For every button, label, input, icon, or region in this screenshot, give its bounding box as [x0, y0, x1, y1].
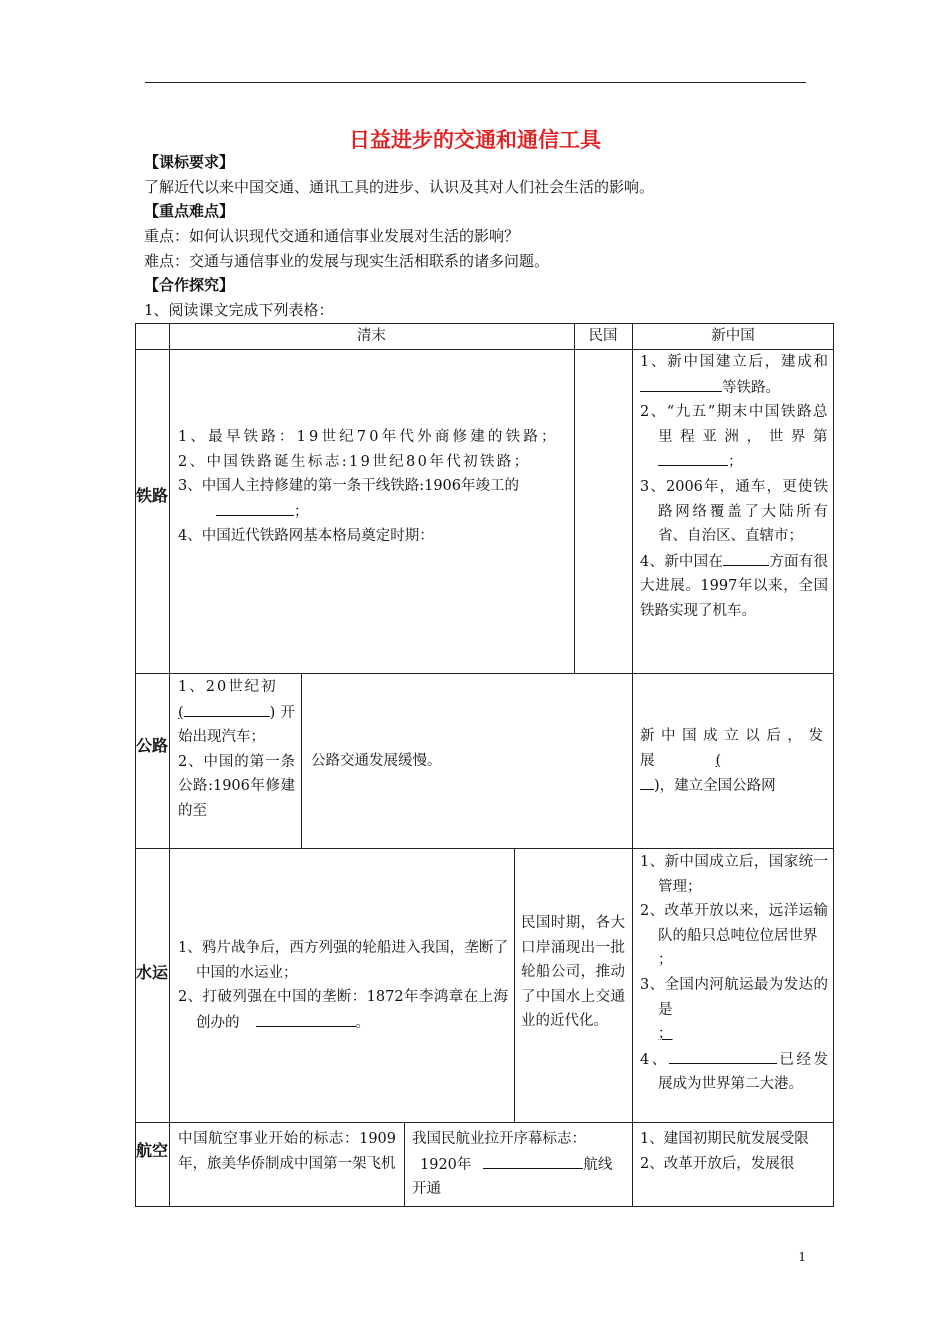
- rail-qingmo-item-3-end: ；: [294, 503, 309, 520]
- air-qingmo-cell: 中国航空事业开始的标志：1909年，旅美华侨制成中国第一架飞机: [178, 1131, 396, 1172]
- water-xinzhongguo-cell: [640, 850, 828, 1097]
- air-route-blank: [483, 1152, 583, 1169]
- water-company-blank: [256, 1010, 356, 1027]
- header-rule: [145, 82, 806, 83]
- road-xzg-paren-open: (: [715, 752, 722, 769]
- water-xzg-item-2: [640, 899, 828, 973]
- table-border-right: [833, 323, 834, 1206]
- road-first-car-blank: [184, 700, 270, 717]
- rail-xzg-item-2-text: 2、“九五”期末中国铁路总里程亚洲，世界第: [640, 404, 828, 445]
- water-qingmo-item-2: [178, 985, 508, 1035]
- road-qingmo-item-1-text: 1、20世纪初: [178, 679, 278, 695]
- page-title: 日益进步的交通和通信工具: [349, 128, 601, 152]
- rail-xzg-item-4: [640, 549, 828, 624]
- road-qingmo-item-1: [178, 675, 295, 750]
- road-qingmo-paren-open: (: [178, 704, 184, 721]
- rail-trunkline-blank: [216, 499, 294, 516]
- road-col-divider: [301, 673, 302, 848]
- curriculum-heading: 【课标要求】: [144, 153, 235, 171]
- water-xzg-item-3: [640, 973, 828, 1047]
- header-minguo: 民国: [588, 328, 618, 344]
- header-xinzhongguo: 新中国: [711, 328, 755, 344]
- key-point-text: 重点：如何认识现代交通和通信事业发展对生活的影响？: [144, 227, 520, 245]
- rail-xzg-item-1: [640, 350, 828, 400]
- water-xzg-item-4-end: 已经发展成为世界第二大港。: [658, 1051, 829, 1093]
- rail-qingmo-cell: [178, 425, 568, 549]
- transport-table: [135, 323, 834, 1206]
- page-number: 1: [798, 1250, 806, 1264]
- water-port-blank: [669, 1047, 777, 1064]
- road-xinzhongguo-cell: [640, 724, 828, 799]
- air-minguo-text: 我国民航业拉开序幕标志：: [412, 1131, 586, 1147]
- curriculum-text: 了解近代以来中国交通、通讯工具的进步、认识及其对人们社会生活的影响。: [144, 178, 655, 196]
- air-minguo-year: 1920年: [420, 1156, 472, 1173]
- category-column-divider: [169, 323, 170, 1206]
- rail-xzg-item-1-end: 等铁路。: [722, 379, 780, 396]
- air-col-divider: [404, 1122, 405, 1206]
- header-qingmo: 清末: [357, 328, 386, 344]
- rail-xinzhongguo-cell: [640, 350, 828, 624]
- air-label: 航空: [135, 1141, 168, 1160]
- rail-row-divider: [135, 673, 834, 674]
- road-label: 公路: [135, 736, 168, 755]
- water-xzg-item-4: [640, 1047, 828, 1097]
- water-xzg-item-4-text: 4、: [640, 1051, 669, 1068]
- road-qingmo-item-2: 2、中国的第一条公路:1906年修建的至: [178, 753, 295, 819]
- road-minguo-cell: 公路交通发展缓慢。: [311, 753, 442, 769]
- key-difficulty-heading: 【重点难点】: [144, 202, 235, 220]
- water-xzg-item-3-end: ；: [658, 1026, 673, 1043]
- water-xzg-item-2-text: 2、改革开放以来，远洋运输队的船只总吨位位居世界: [640, 903, 828, 944]
- road-qingmo-item-1-end: )开始出现汽车；: [178, 704, 295, 746]
- air-xzg-item-2: 2、改革开放后，发展很: [640, 1155, 795, 1172]
- rail-xzg-blank-2: [658, 449, 728, 466]
- rail-xzg-item-3: 3、2006年，通车，更使铁路网络覆盖了大陆所有省、自治区、直辖市；: [640, 478, 828, 545]
- rail-qingmo-item-3: [178, 474, 568, 524]
- air-minguo-cell: [412, 1127, 626, 1202]
- table-border-bottom: [135, 1206, 834, 1207]
- water-minguo-cell: 民国时期，各大口岸涌现出一批轮船公司，推动了中国水上交通业的近代化。: [521, 915, 625, 1030]
- rail-xzg-blank-4: [723, 549, 769, 566]
- road-row-divider: [135, 848, 834, 849]
- rail-xzg-item-4-end: 方面有很大进展。1997年以来，全国铁路实现了机车。: [640, 553, 828, 619]
- air-minguo-end: 航线开通: [412, 1156, 613, 1198]
- rail-xzg-blank-1: [640, 375, 722, 392]
- col-divider-xinzhongguo-left: [632, 323, 633, 1206]
- rail-xzg-item-2: [640, 400, 828, 475]
- rail-xzg-item-1-text: 1、新中国建立后，建成和: [640, 354, 828, 370]
- water-xzg-item-2-end: ；: [658, 952, 673, 969]
- road-xzg-end: )，建立全国公路网: [654, 778, 776, 795]
- air-xinzhongguo-cell: [640, 1127, 828, 1176]
- task-instruction: 1、阅读课文完成下列表格：: [144, 301, 334, 319]
- water-qingmo-item-2-end: 。: [355, 1014, 370, 1031]
- water-xzg-item-3-text: 3、全国内河航运最为发达的是: [640, 976, 828, 1018]
- rail-qingmo-item-1: 1、最早铁路：19世纪70年代外商修建的铁路；: [178, 429, 559, 445]
- water-col-divider: [514, 848, 515, 1122]
- difficulty-text: 难点：交通与通信事业的发展与现实生活相联系的诸多问题。: [144, 252, 550, 270]
- road-xzg-blank: [640, 773, 654, 790]
- air-xzg-item-1: 1、建国初期民航发展受限: [640, 1131, 809, 1147]
- water-xzg-item-1: 1、新中国成立后，国家统一管理；: [640, 854, 828, 895]
- road-xzg-text: 新中国成立以后，发展: [640, 728, 828, 769]
- rail-xzg-item-2-end: ；: [728, 454, 743, 471]
- road-qingmo-cell: [178, 675, 295, 824]
- rail-label: 铁路: [135, 486, 168, 505]
- water-label: 水运: [135, 963, 168, 982]
- water-row-divider: [135, 1122, 834, 1123]
- water-qingmo-cell: [178, 936, 508, 1035]
- water-qingmo-item-1: 1、鸦片战争后，西方列强的轮船进入我国，垄断了中国的水运业；: [178, 940, 508, 981]
- rail-qingmo-item-3-text: 3、中国人主持修建的第一条干线铁路:1906年竣工的: [178, 478, 520, 495]
- water-qingmo-item-2-text: 2、打破列强在中国的垄断：1872年李鸿章在上海创办的: [178, 989, 508, 1031]
- col-divider-minguo-left: [574, 323, 575, 673]
- rail-qingmo-item-4: 4、中国近代铁路网基本格局奠定时期：: [178, 528, 434, 545]
- rail-xzg-item-4-text: 4、新中国在: [640, 553, 724, 570]
- cooperation-heading: 【合作探究】: [144, 276, 235, 294]
- rail-qingmo-item-2: 2、中国铁路诞生标志:19世纪80年代初铁路；: [178, 453, 531, 470]
